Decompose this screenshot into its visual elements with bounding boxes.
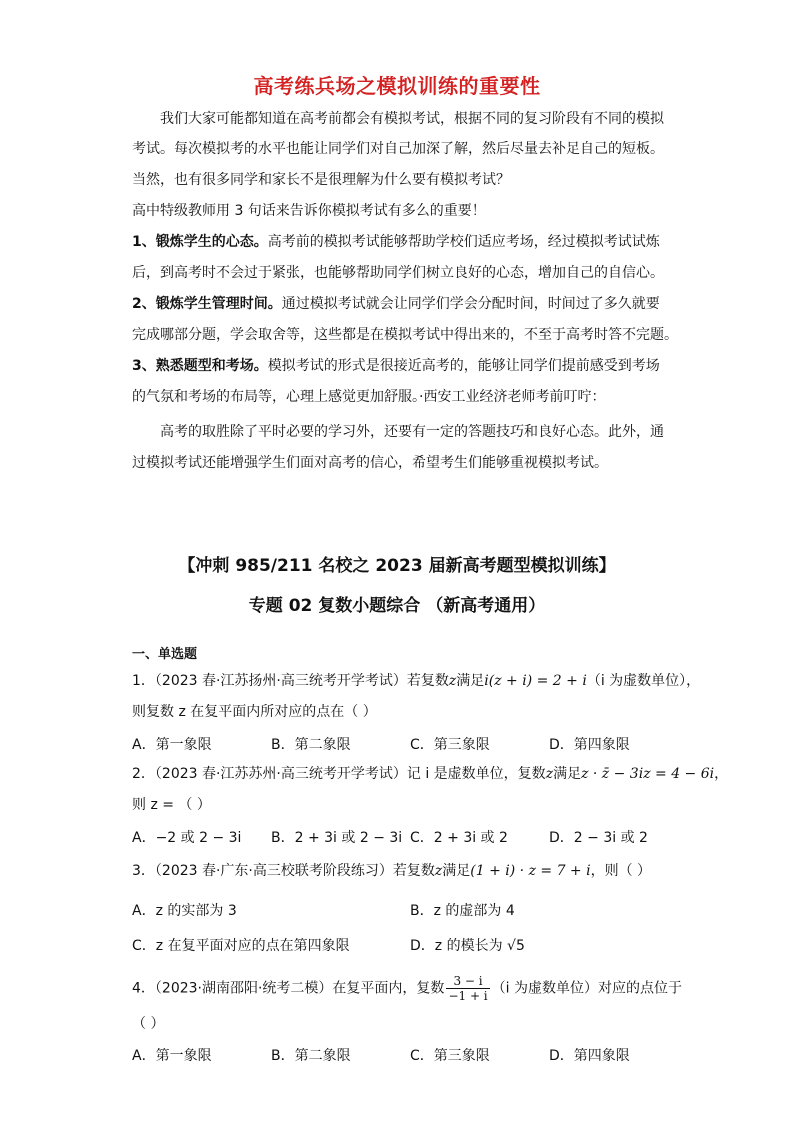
question-1-note: （i 为虚数单位），	[586, 673, 701, 689]
question-1-stem	[132, 672, 701, 690]
fraction-denominator: −1 + i	[448, 989, 488, 1003]
question-2-note: ，	[714, 766, 729, 782]
point-1	[132, 233, 672, 251]
question-3-option-b[interactable]: B．z 的虚部为 4	[410, 903, 515, 919]
question-2-stem	[132, 765, 729, 783]
question-4-option-a[interactable]: A．第一象限	[132, 1048, 212, 1064]
question-4-option-d[interactable]: D．第四象限	[549, 1048, 630, 1064]
question-3-option-d[interactable]: D．z 的模长为 √5	[410, 938, 525, 954]
document-title: 高考练兵场之模拟训练的重要性	[253, 74, 541, 98]
question-2-connector: 满足	[553, 766, 582, 782]
point-3-continued: 的气氛和考场的布局等，心理上感觉更加舒服。·西安工业经济老师考前叮咛：	[132, 389, 606, 405]
point-3-lead: 3、熟悉题型和考场。	[132, 358, 268, 374]
intro-teacher-line: 高中特级教师用 3 句话来告诉你模拟考试有多么的重要！	[132, 203, 486, 219]
intro-paragraph-line: 考试。每次模拟考的水平也能让同学们对自己加深了解，然后尽量去补足自己的短板。	[132, 141, 664, 157]
question-1-option-c[interactable]: C．第三象限	[410, 737, 490, 753]
closing-paragraph-line: 过模拟考试还能增强学生们面对高考的信心，希望考生们能够重视模拟考试。	[132, 455, 608, 471]
question-1-option-b[interactable]: B．第二象限	[271, 737, 351, 753]
closing-paragraph-line: 高考的取胜除了平时必要的学习外，还要有一定的答题技巧和良好心态。此外，通	[160, 424, 664, 440]
question-1-option-a[interactable]: A．第一象限	[132, 737, 212, 753]
point-1-lead: 1、锻炼学生的心态。	[132, 234, 268, 250]
question-4-options	[132, 1045, 672, 1063]
question-2-options	[132, 827, 672, 845]
question-2-equation: z · z̄ − 3iz = 4 − 6i	[581, 766, 715, 782]
question-2-option-d[interactable]: D．2 − 3i 或 2	[549, 830, 648, 846]
point-2-continued: 完成哪部分题，学会取舍等，这些都是在模拟考试中得出来的，不至于高考时答不完题。	[132, 327, 678, 343]
question-3-option-c[interactable]: C．z 在复平面对应的点在第四象限	[132, 938, 350, 954]
question-4-fraction	[446, 974, 489, 1003]
fraction-numerator: 3 − i	[446, 974, 489, 989]
point-2-text: 通过模拟考试就会让同学们学会分配时间，时间过了多久就要	[281, 296, 660, 312]
question-4-note: （i 为虚数单位）对应的点位于	[491, 980, 682, 997]
section-label: 一、单选题	[132, 647, 198, 662]
intro-paragraph-line: 我们大家可能都知道在高考前都会有模拟考试，根据不同的复习阶段有不同的模拟	[160, 111, 664, 127]
question-3-options-row-1	[132, 900, 672, 918]
question-3-stem	[132, 862, 672, 880]
worksheet-heading: 【冲刺 985/211 名校之 2023 届新高考题型模拟训练】	[178, 556, 616, 576]
question-4-source: 4．（2023·湖南邵阳·统考二模）在复平面内，复数	[132, 980, 445, 997]
question-1-stem-continued: 则复数 z 在复平面内所对应的点在（ ）	[132, 704, 377, 720]
question-4-stem	[132, 974, 682, 1003]
question-1-option-d[interactable]: D．第四象限	[549, 737, 630, 753]
question-3-equation: (1 + i) · z = 7 + i	[470, 863, 591, 879]
question-3-option-a[interactable]: A．z 的实部为 3	[132, 903, 237, 919]
question-3-source: 3．（2023 春·广东·高三校联考阶段练习）若复数	[132, 863, 435, 879]
worksheet-subheading: 专题 02 复数小题综合 （新高考通用）	[248, 596, 546, 616]
question-1-source: 1．（2023 春·江苏扬州·高三统考开学考试）若复数	[132, 673, 449, 689]
intro-paragraph-line: 当然，也有很多同学和家长不是很理解为什么要有模拟考试？	[132, 172, 510, 188]
question-3-variable: z	[434, 863, 443, 879]
question-2-stem-continued: 则 z = （ ）	[132, 797, 211, 813]
point-3-text: 模拟考试的形式是很接近高考的，能够让同学们提前感受到考场	[267, 358, 660, 374]
question-3-connector: 满足	[442, 863, 471, 879]
question-1-options	[132, 734, 672, 752]
question-4-option-b[interactable]: B．第二象限	[271, 1048, 351, 1064]
question-4-stem-continued: （ ）	[132, 1016, 165, 1032]
question-1-equation: i(z + i) = 2 + i	[484, 673, 587, 689]
point-3	[132, 357, 672, 375]
point-1-text: 高考前的模拟考试能够帮助学校们适应考场，经过模拟考试试炼	[267, 234, 660, 250]
question-2-option-b[interactable]: B．2 + 3i 或 2 − 3i	[271, 830, 403, 846]
point-1-continued: 后，到高考时不会过于紧张，也能够帮助同学们树立良好的心态，增加自己的自信心。	[132, 265, 664, 281]
question-2-source: 2．（2023 春·江苏苏州·高三统考开学考试）记 i 是虚数单位，复数	[132, 766, 546, 782]
question-4-option-c[interactable]: C．第三象限	[410, 1048, 490, 1064]
question-2-option-a[interactable]: A．−2 或 2 − 3i	[132, 830, 242, 846]
question-2-variable: z	[545, 766, 554, 782]
question-2-option-c[interactable]: C．2 + 3i 或 2	[410, 830, 508, 846]
point-2	[132, 295, 672, 313]
question-3-note: ，则（ ）	[590, 863, 652, 879]
question-3-options-row-2	[132, 935, 672, 953]
question-1-variable: z	[448, 673, 457, 689]
point-2-lead: 2、锻炼学生管理时间。	[132, 296, 282, 312]
question-1-connector: 满足	[456, 673, 485, 689]
